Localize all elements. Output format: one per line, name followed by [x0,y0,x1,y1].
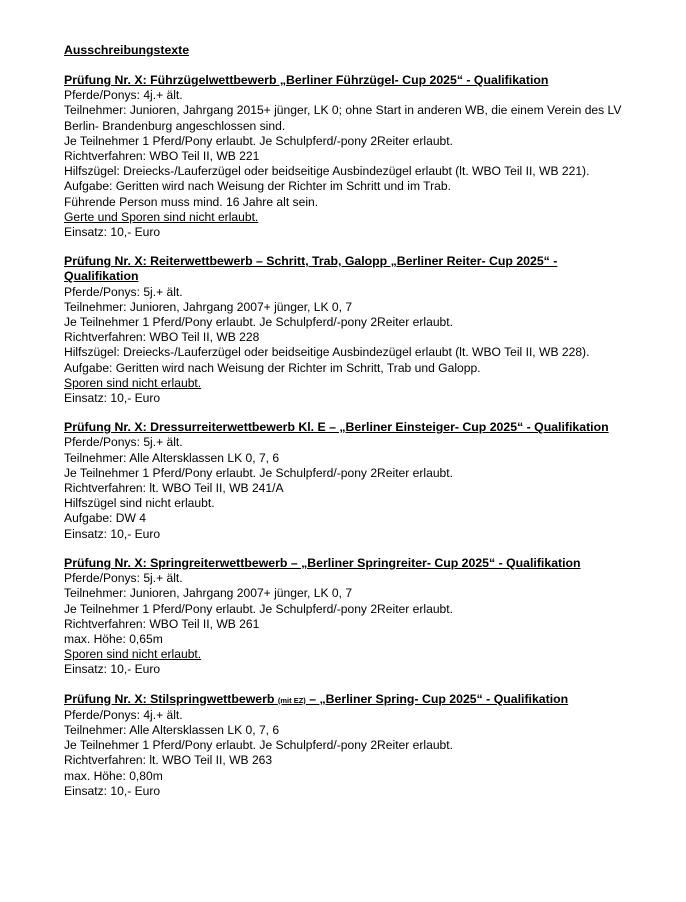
section-line: max. Höhe: 0,80m [64,768,163,783]
section-line: Teilnehmer: Alle Altersklassen LK 0, 7, 6 [64,450,280,465]
section-line: Teilnehmer: Junioren, Jahrgang 2007+ jünger, LK 0, 7 [64,299,353,314]
section-line: Je Teilnehmer 1 Pferd/Pony erlaubt. Je Schulpferd/-pony 2Reiter erlaubt. [64,738,454,753]
section-title [64,692,624,708]
section-line: Teilnehmer: Junioren, Jahrgang 2015+ jünger, LK 0; ohne Start in anderen WB, die einem Verein des LV Berlin- Brandenburg angeschlossen sind. [64,103,622,133]
section-fee: Einsatz: 10,- Euro [64,391,161,406]
section-fee: Einsatz: 10,- Euro [64,526,161,541]
section-title-part: – „Berliner Spring- Cup 2025“ - Qualifikation [305,691,569,706]
section-fuehrzuegel [64,73,624,240]
section-line: Je Teilnehmer 1 Pferd/Pony erlaubt. Je Schulpferd/-pony 2Reiter erlaubt. [64,601,454,616]
section-line: Je Teilnehmer 1 Pferd/Pony erlaubt. Je Schulpferd/-pony 2Reiter erlaubt. [64,133,454,148]
section-line: Teilnehmer: Junioren, Jahrgang 2007+ jünger, LK 0, 7 [64,586,353,601]
document-title: Ausschreibungstexte [64,43,190,57]
section-title-part: Prüfung Nr. X: Stilspringwettbewerb [64,691,278,706]
section-title: Prüfung Nr. X: Reiterwettbewerb – Schritt, Trab, Galopp „Berliner Reiter- Cup 2025“ - Qualifikation [64,254,558,284]
section-line: Hilfszügel: Dreiecks-/Lauferzügel oder beidseitige Ausbindezügel erlaubt (lt. WBO Teil II, WB 221). [64,164,590,179]
section-line: Pferde/Ponys: 4j.+ ält. [64,88,183,103]
section-fee: Einsatz: 10,- Euro [64,783,161,798]
section-line: Aufgabe: DW 4 [64,511,147,526]
section-fee: Einsatz: 10,- Euro [64,662,161,677]
section-line: Führende Person muss mind. 16 Jahre alt sein. [64,194,319,209]
section-line: Hilfszügel: Dreiecks-/Lauferzügel oder beidseitige Ausbindezügel erlaubt (lt. WBO Teil II, WB 228). [64,345,590,360]
section-title: Prüfung Nr. X: Springreiterwettbewerb – „Berliner Springreiter- Cup 2025“ - Qualifikation [64,555,581,570]
section-line-underlined: Sporen sind nicht erlaubt. [64,375,202,390]
section-line: Pferde/Ponys: 4j.+ ält. [64,707,183,722]
section-fee: Einsatz: 10,- Euro [64,225,161,240]
section-line: Richtverfahren: lt. WBO Teil II, WB 241/A [64,481,284,496]
section-line: max. Höhe: 0,65m [64,631,163,646]
section-line: Aufgabe: Geritten wird nach Weisung der Richter im Schritt, Trab und Galopp. [64,360,481,375]
section-line: Pferde/Ponys: 5j.+ ält. [64,284,183,299]
section-title: Prüfung Nr. X: Dressurreiterwettbewerb Kl. E – „Berliner Einsteiger- Cup 2025“ - Qualifikation [64,420,609,435]
section-stilspring [64,692,624,799]
section-line: Hilfszügel sind nicht erlaubt. [64,496,215,511]
section-line: Richtverfahren: WBO Teil II, WB 228 [64,330,260,345]
section-line: Je Teilnehmer 1 Pferd/Pony erlaubt. Je Schulpferd/-pony 2Reiter erlaubt. [64,465,454,480]
section-title-note: (mit EZ) [277,695,306,705]
document-page [64,43,624,813]
section-line: Je Teilnehmer 1 Pferd/Pony erlaubt. Je Schulpferd/-pony 2Reiter erlaubt. [64,315,454,330]
section-reiter [64,254,624,406]
section-line: Richtverfahren: WBO Teil II, WB 221 [64,149,260,164]
section-line: Richtverfahren: WBO Teil II, WB 261 [64,616,260,631]
section-dressur [64,420,624,542]
section-line: Richtverfahren: lt. WBO Teil II, WB 263 [64,753,273,768]
section-title: Prüfung Nr. X: Führzügelwettbewerb „Berliner Führzügel- Cup 2025“ - Qualifikation [64,73,549,87]
section-line: Pferde/Ponys: 5j.+ ält. [64,571,183,586]
section-line: Aufgabe: Geritten wird nach Weisung der Richter im Schritt und im Trab. [64,179,451,194]
section-line-underlined: Gerte und Sporen sind nicht erlaubt. [64,209,259,224]
section-line: Teilnehmer: Alle Altersklassen LK 0, 7, 6 [64,722,280,737]
section-line-underlined: Sporen sind nicht erlaubt. [64,647,202,662]
section-springreiter [64,556,624,678]
section-line: Pferde/Ponys: 5j.+ ält. [64,435,183,450]
